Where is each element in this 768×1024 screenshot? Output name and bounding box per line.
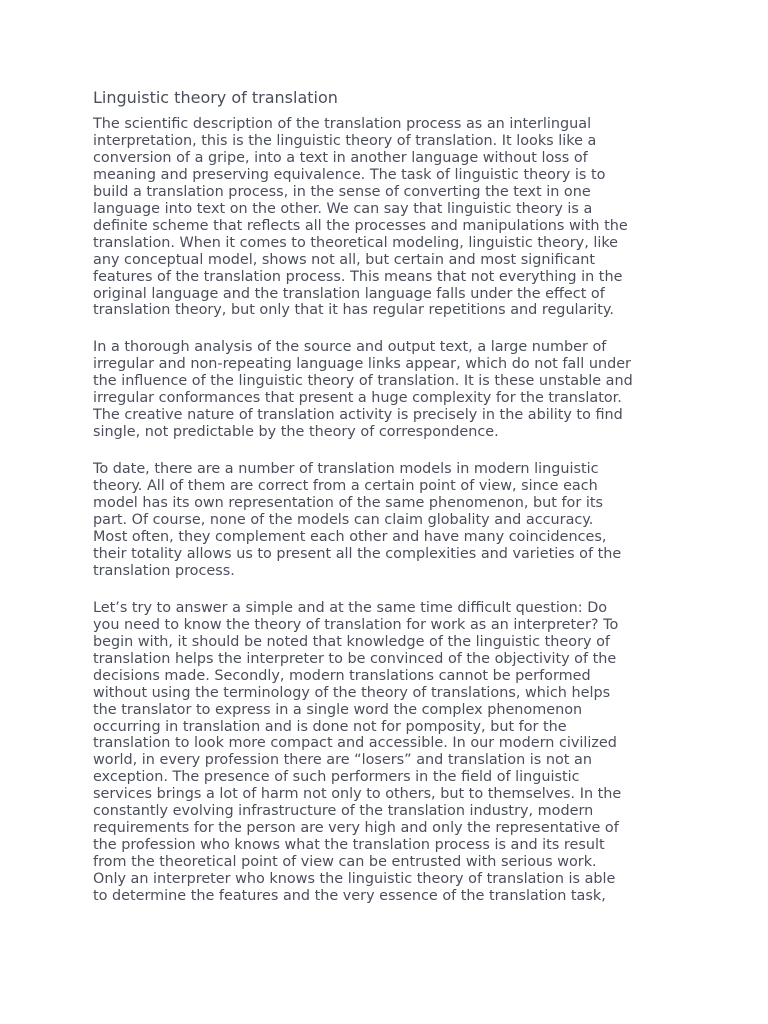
document-page [93,88,683,925]
text-line: Only an interpreter who knows the linguistic theory of translation is able [93,871,616,888]
text-line: original language and the translation language falls under the effect of [93,285,605,302]
text-line: translation theory, but only that it has regular repetitions and regularity. [93,302,614,319]
text-line: translation process. [93,562,235,579]
text-line: from the theoretical point of view can be entrusted with serious work. [93,854,597,871]
text-line: constantly evolving infrastructure of the translation industry, modern [93,803,594,820]
text-line: world, in every profession there are “losers” and translation is not an [93,752,592,769]
paragraph-1 [93,116,683,319]
text-line: conversion of a gripe, into a text in another language without loss of [93,149,588,166]
text-line: In a thorough analysis of the source and output text, a large number of [93,339,607,356]
text-line: translation. When it comes to theoretical modeling, linguistic theory, like [93,234,619,251]
text-line: requirements for the person are very high and only the representative of [93,820,619,837]
text-line: Most often, they complement each other and have many coincidences, [93,528,607,545]
text-line: features of the translation process. This means that not everything in the [93,268,623,285]
text-line: part. Of course, none of the models can claim globality and accuracy. [93,512,594,529]
text-line: The scientific description of the translation process as an interlingual [93,116,592,132]
paragraph-4 [93,600,683,905]
text-line: meaning and preserving equivalence. The task of linguistic theory is to [93,166,606,183]
text-line: build a translation process, in the sense of converting the text in one [93,183,591,200]
text-line: the influence of the linguistic theory of translation. It is these unstable and [93,373,633,390]
text-line: single, not predictable by the theory of correspondence. [93,424,499,441]
text-line: the translator to express in a single word the complex phenomenon [93,701,583,718]
text-line: Let’s try to answer a simple and at the same time difficult question: Do [93,599,608,616]
text-line: any conceptual model, shows not all, but certain and most significant [93,251,596,268]
text-line: irregular conformances that present a huge complexity for the translator. [93,390,622,407]
text-line: services brings a lot of harm not only to others, but to themselves. In the [93,786,622,803]
text-line: translation to look more compact and accessible. In our modern civilized [93,735,617,752]
text-line: model has its own representation of the same phenomenon, but for its [93,495,603,512]
text-line: begin with, it should be noted that knowledge of the linguistic theory of [93,633,610,650]
text-line: their totality allows us to present all the complexities and varieties of the [93,545,622,562]
text-line: translation helps the interpreter to be convinced of the objectivity of the [93,650,617,667]
text-line: The creative nature of translation activity is precisely in the ability to find [93,407,623,424]
paragraph-3 [93,461,683,580]
text-line: definite scheme that reflects all the processes and manipulations with the [93,217,628,234]
text-line: without using the terminology of the theory of translations, which helps [93,684,611,701]
text-line: the profession who knows what the translation process is and its result [93,837,605,854]
text-line: to determine the features and the very essence of the translation task, [93,888,606,905]
text-line: occurring in translation and is done not for pomposity, but for the [93,718,567,735]
text-line: language into text on the other. We can say that linguistic theory is a [93,200,593,217]
text-line: exception. The presence of such performers in the field of linguistic [93,769,580,786]
text-line: To date, there are a number of translation models in modern linguistic [93,461,599,478]
text-line: interpretation, this is the linguistic theory of translation. It looks like a [93,132,597,149]
text-line: irregular and non-repeating language links appear, which do not fall under [93,356,631,373]
document-title: Linguistic theory of translation [93,88,338,107]
text-line: decisions made. Secondly, modern translations cannot be performed [93,667,591,684]
paragraph-2 [93,339,683,441]
text-line: theory. All of them are correct from a certain point of view, since each [93,478,598,495]
text-line: you need to know the theory of translation for work as an interpreter? To [93,616,619,633]
